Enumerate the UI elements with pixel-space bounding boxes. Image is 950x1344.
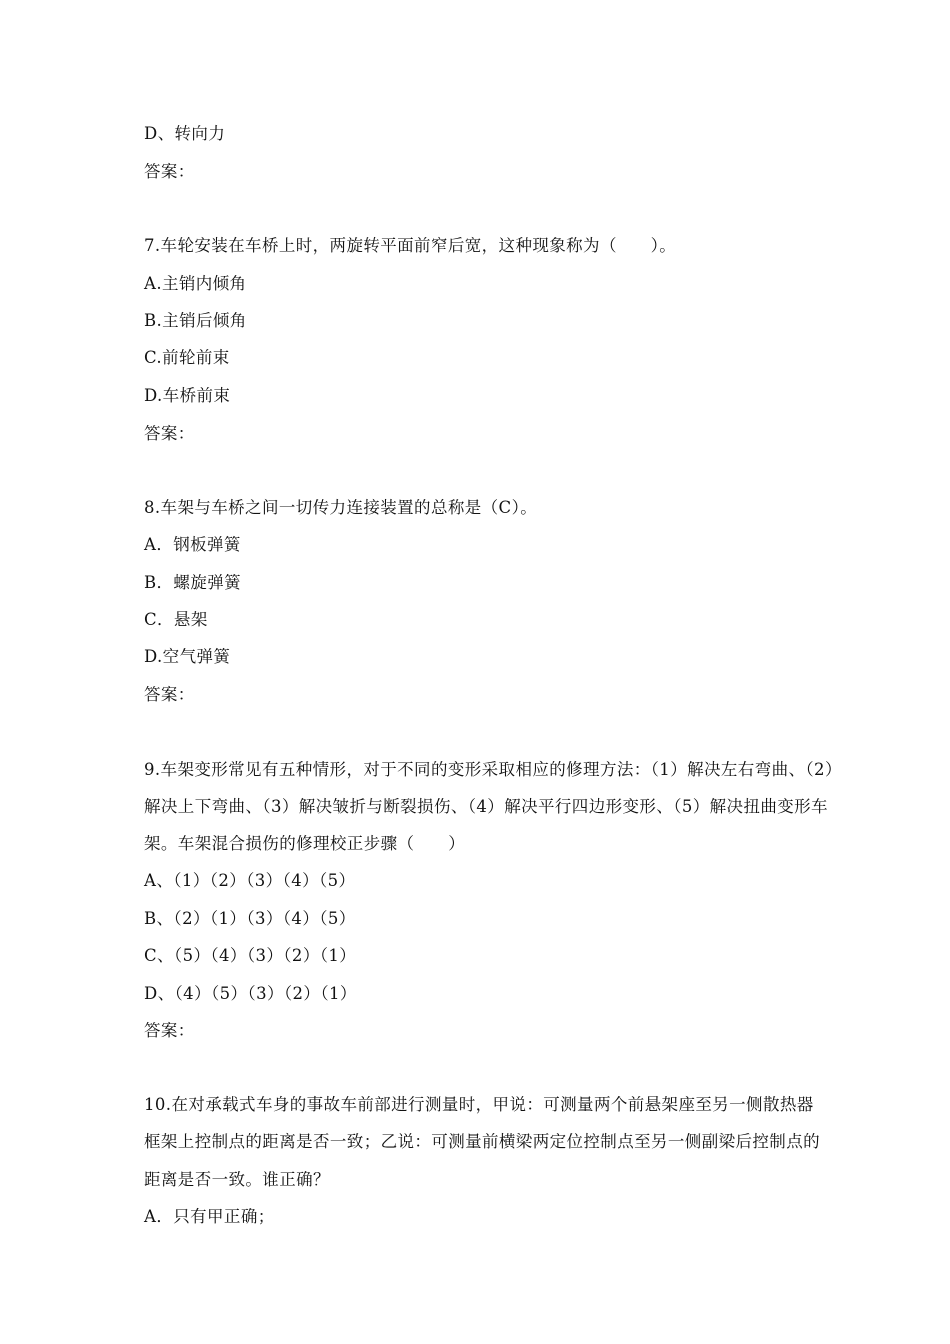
q7-option-a: A.主销内倾角 [144,274,247,293]
q10-stem-line-3: 距离是否一致。谁正确？ [144,1170,330,1189]
q6-option-d: D、转向力 [144,124,226,143]
q7-answer-label: 答案： [144,424,195,443]
q10-option-a: A．只有甲正确； [144,1207,275,1226]
q9-stem-line-3: 架。车架混合损伤的修理校正步骤（ ） [144,834,466,853]
q9-option-b: B、（2）（1）（3）（4）（5） [144,909,356,928]
q7-option-d: D.车桥前束 [144,386,231,405]
q8-option-b: B．螺旋弹簧 [144,573,242,592]
q8-option-a: A．钢板弹簧 [144,535,241,554]
q8-option-d: D.空气弹簧 [144,647,231,666]
q7-option-c: C.前轮前束 [144,348,230,367]
q9-option-a: A、（1）（2）（3）（4）（5） [144,871,356,890]
q8-stem: 8.车架与车桥之间一切传力连接装置的总称是（C）。 [144,498,538,517]
q7-option-b: B.主销后倾角 [144,311,247,330]
q9-answer-label: 答案： [144,1021,195,1040]
q9-option-c: C、（5）（4）（3）（2）（1） [144,946,357,965]
q10-stem-line-2: 框架上控制点的距离是否一致；乙说：可测量前横梁两定位控制点至另一侧副梁后控制点的 [144,1132,820,1151]
q9-stem-line-1: 9.车架变形常见有五种情形，对于不同的变形采取相应的修理方法：（1）解决左右弯曲、（2） [144,760,842,779]
q8-option-c: C．悬架 [144,610,208,629]
q8-answer-label: 答案： [144,685,195,704]
q6-answer-label: 答案： [144,162,195,181]
q9-stem-line-2: 解决上下弯曲、（3）解决皱折与断裂损伤、（4）解决平行四边形变形、（5）解决扭曲变形车 [144,797,828,816]
q10-stem-line-1: 10.在对承载式车身的事故车前部进行测量时，甲说：可测量两个前悬架座至另一侧散热器 [144,1095,814,1114]
q7-stem: 7.车轮安装在车桥上时，两旋转平面前窄后宽，这种现象称为（ ）。 [144,236,677,255]
q9-option-d: D、（4）（5）（3）（2）（1） [144,984,357,1003]
